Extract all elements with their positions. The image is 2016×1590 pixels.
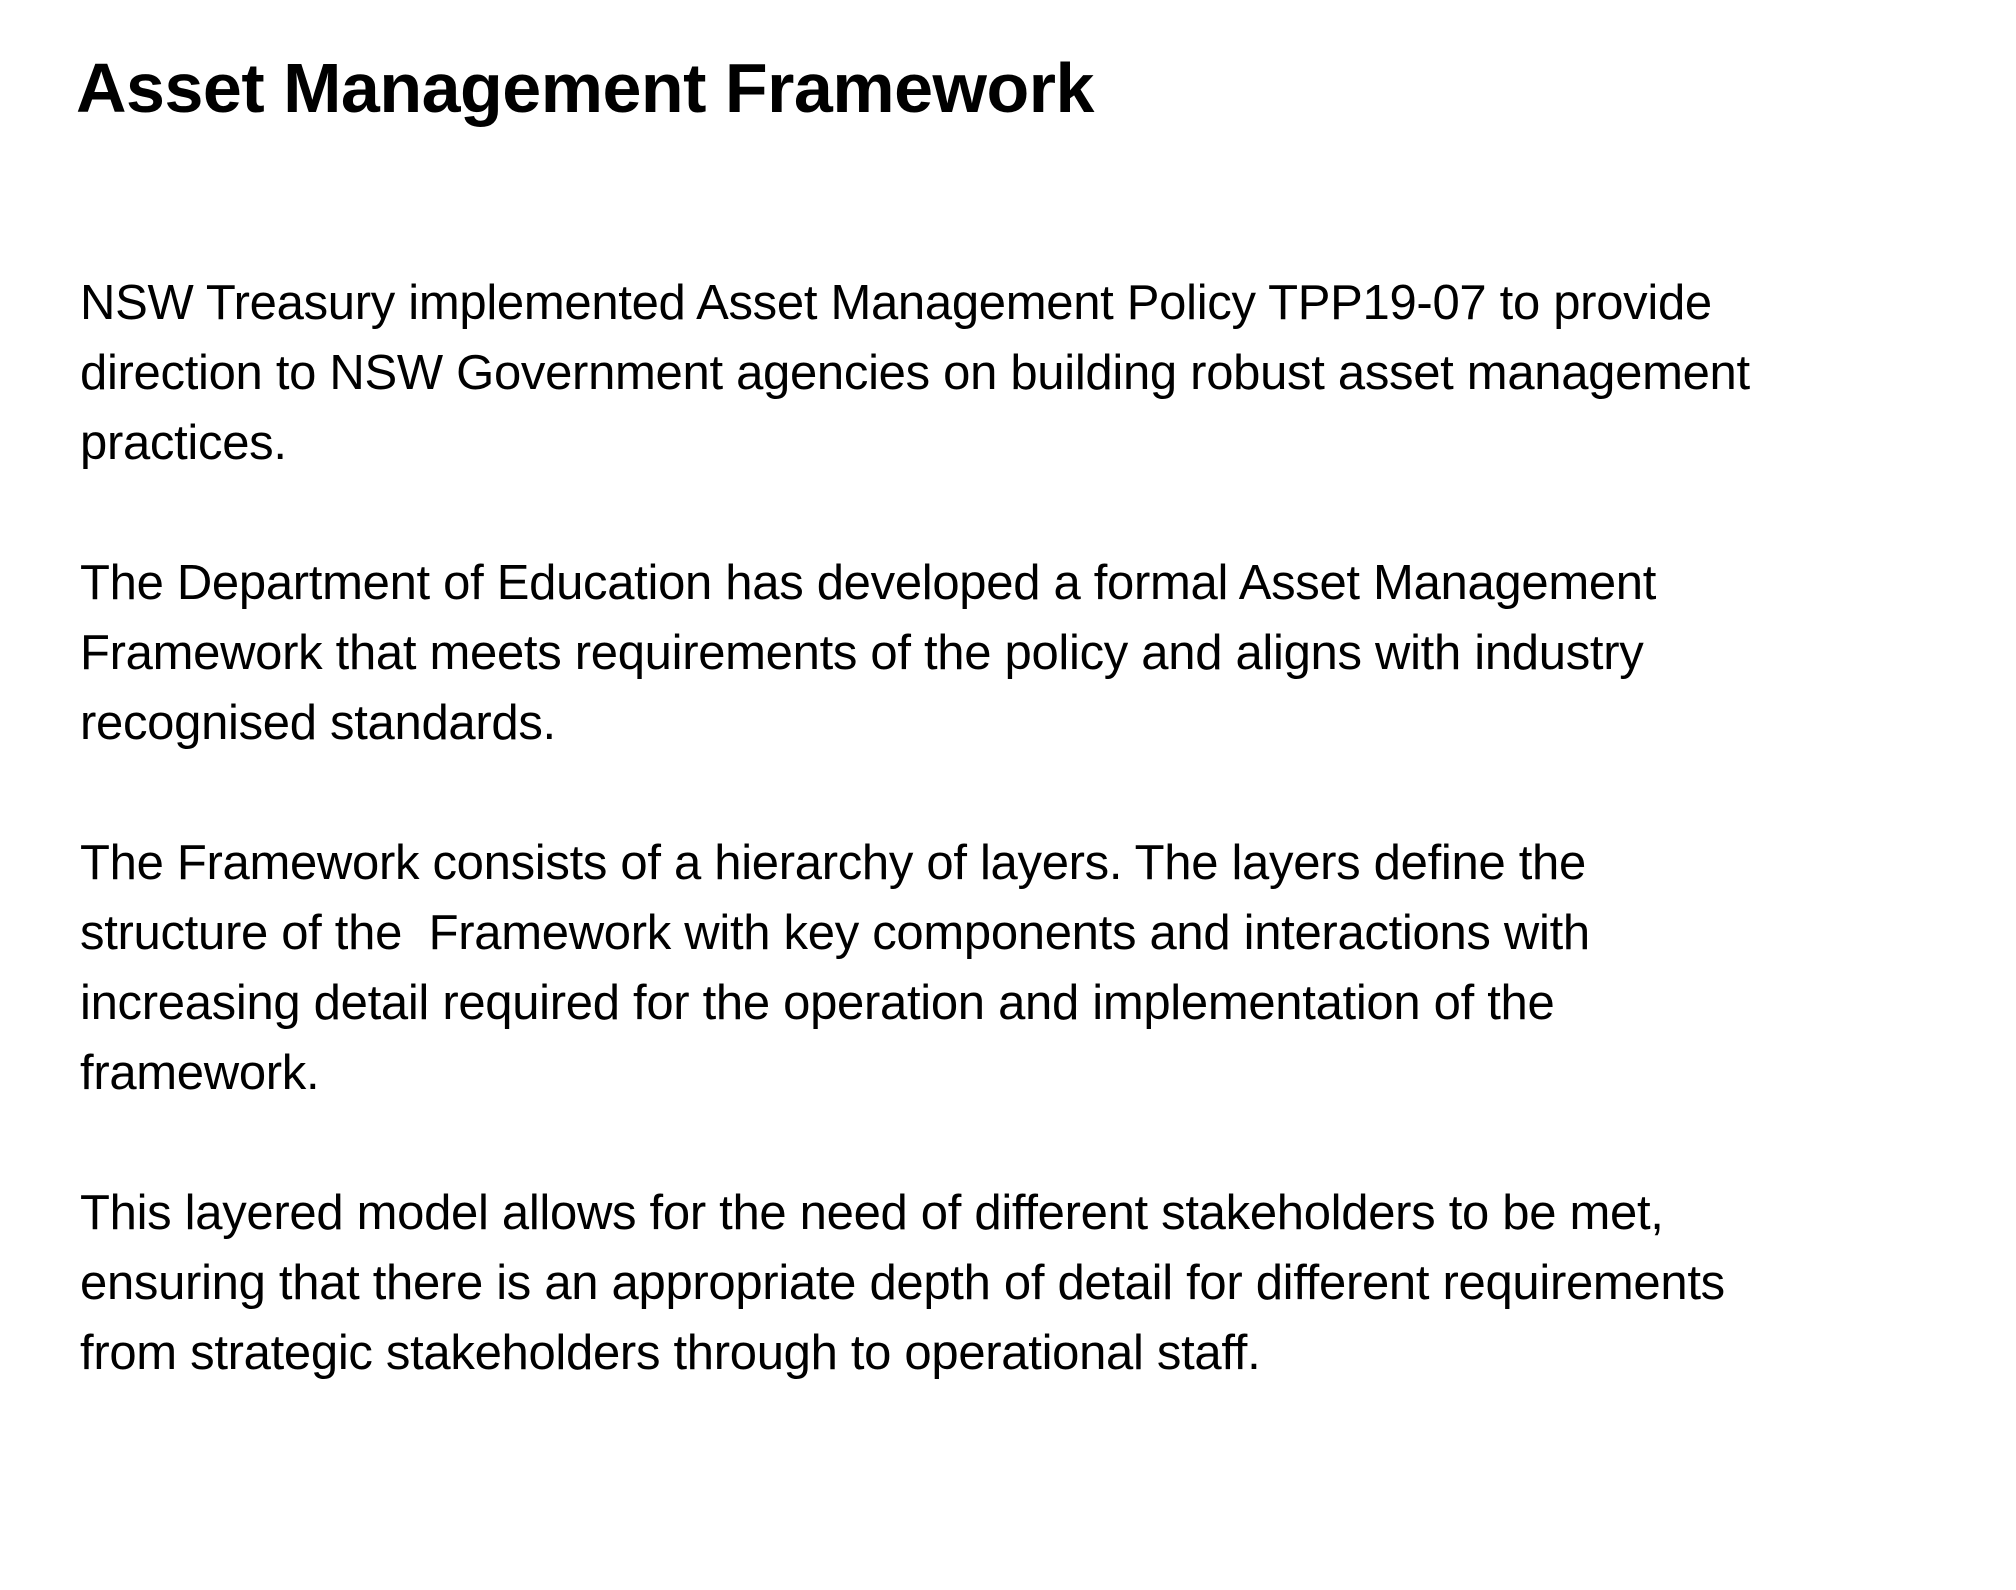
paragraph-framework-layers [80,828,1980,1108]
paragraph-line: structure of the Framework with key components and interactions with [80,906,1590,960]
slide-body [80,268,1980,1388]
paragraph-line: The Framework consists of a hierarchy of layers. The layers define the [80,836,1586,890]
paragraph-line: NSW Treasury implemented Asset Management Policy TPP19-07 to provide [80,276,1712,330]
paragraph-line: The Department of Education has developed a formal Asset Management [80,556,1657,610]
paragraph-layered-model [80,1178,1980,1388]
paragraph-department-framework [80,548,1980,758]
paragraph-line: from strategic stakeholders through to operational staff. [80,1326,1261,1380]
paragraph-line: increasing detail required for the operation and implementation of the [80,976,1555,1030]
slide-title: Asset Management Framework [76,49,1094,127]
paragraph-treasury-policy [80,268,1980,478]
paragraph-line: direction to NSW Government agencies on building robust asset management [80,346,1750,400]
paragraph-line: Framework that meets requirements of the policy and aligns with industry [80,626,1644,680]
paragraph-line: framework. [80,1046,320,1100]
paragraph-line: This layered model allows for the need of different stakeholders to be met, [80,1186,1664,1240]
paragraph-line: ensuring that there is an appropriate depth of detail for different requirements [80,1256,1725,1310]
paragraph-line: practices. [80,416,287,470]
paragraph-line: recognised standards. [80,696,556,750]
